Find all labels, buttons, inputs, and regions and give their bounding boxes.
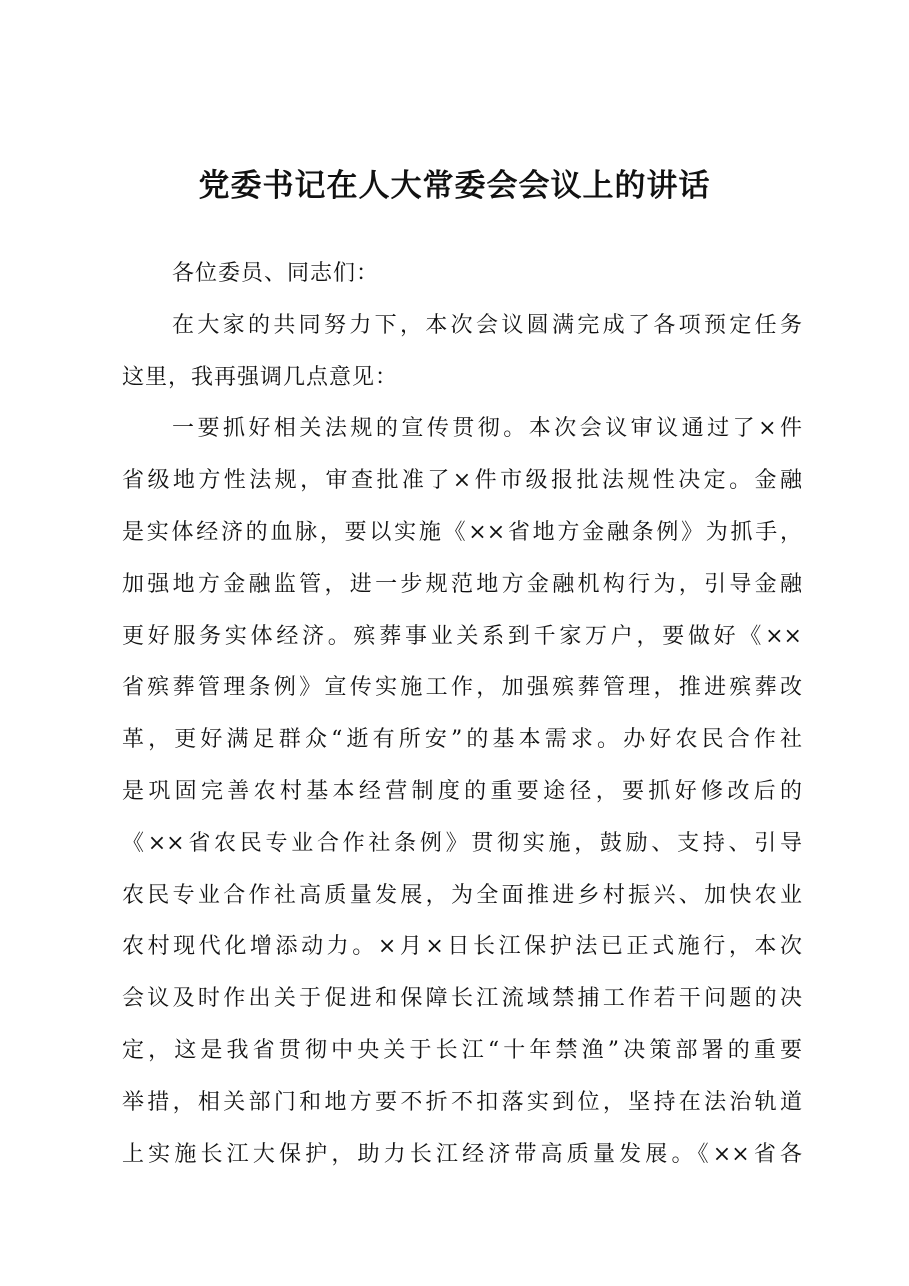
text-line: 这里，我再强调几点意见： [122,364,399,390]
text-line: 农民专业合作社高质量发展，为全面推进乡村振兴、加快农业 [122,882,802,908]
text-line: 一要抓好相关法规的宣传贯彻。本次会议审议通过了×件 [172,416,802,442]
text-line: 省级地方性法规，审查批准了×件市级报批法规性决定。金融 [122,468,802,494]
text-line: 省殡葬管理条例》宣传实施工作，加强殡葬管理，推进殡葬改 [122,675,802,701]
document-body [122,248,802,1180]
text-line: 上实施长江大保护，助力长江经济带高质量发展。《××省各 [122,1141,802,1167]
text-line: 《××省农民专业合作社条例》贯彻实施，鼓励、支持、引导 [122,830,802,856]
document-title: 党委书记在人大常委会会议上的讲话 [198,168,711,204]
text-line: 定，这是我省贯彻中央关于长江“十年禁渔”决策部署的重要 [122,1037,802,1063]
text-line: 农村现代化增添动力。×月×日长江保护法已正式施行，本次 [122,934,802,960]
text-line: 在大家的共同努力下，本次会议圆满完成了各项预定任务 [172,312,802,338]
text-line: 加强地方金融监管，进一步规范地方金融机构行为，引导金融 [122,571,802,597]
text-line: 革，更好满足群众“逝有所安”的基本需求。办好农民合作社 [122,727,802,753]
text-line: 是巩固完善农村基本经营制度的重要途径，要抓好修改后的 [122,778,802,804]
salutation: 各位委员、同志们： [172,261,380,286]
text-line: 更好服务实体经济。殡葬事业关系到千家万户，要做好《×× [122,623,802,649]
text-line: 会议及时作出关于促进和保障长江流域禁捕工作若干问题的决 [122,986,802,1012]
text-line: 是实体经济的血脉，要以实施《××省地方金融条例》为抓手， [122,519,802,545]
text-line: 举措，相关部门和地方要不折不扣落实到位，坚持在法治轨道 [122,1089,802,1115]
